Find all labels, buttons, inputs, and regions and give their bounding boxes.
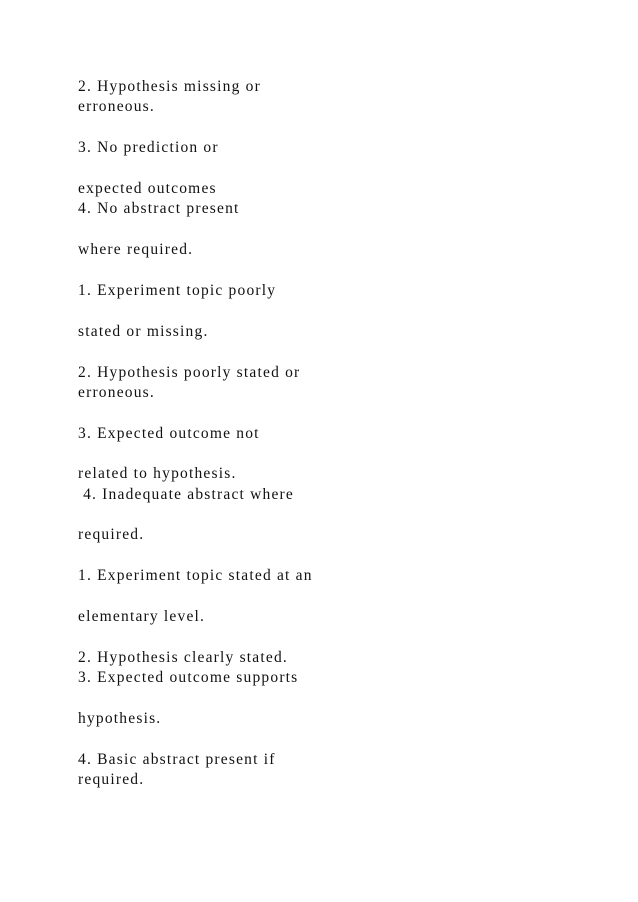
text-line: where required.	[78, 241, 194, 258]
text-line: 3. Expected outcome not	[78, 425, 260, 442]
text-line: 2. Hypothesis missing or	[78, 78, 261, 95]
text-line: stated or missing.	[78, 323, 209, 340]
text-line: 4. Basic abstract present if	[78, 751, 276, 768]
text-line: expected outcomes	[78, 180, 217, 197]
text-line: 2. Hypothesis poorly stated or	[78, 364, 301, 381]
text-line: elementary level.	[78, 608, 206, 625]
text-line: 3. Expected outcome supports	[78, 669, 299, 686]
text-line: required.	[78, 771, 145, 788]
text-line: required.	[78, 526, 145, 543]
text-line: 1. Experiment topic poorly	[78, 282, 277, 299]
text-line: 3. No prediction or	[78, 139, 219, 156]
text-line: 4. No abstract present	[78, 200, 240, 217]
text-line: erroneous.	[78, 384, 155, 401]
text-line: hypothesis.	[78, 710, 162, 727]
text-line: 2. Hypothesis clearly stated.	[78, 649, 288, 666]
text-line: 4. Inadequate abstract where	[78, 486, 294, 503]
text-line: erroneous.	[78, 98, 155, 115]
text-line: 1. Experiment topic stated at an	[78, 567, 313, 584]
text-line: related to hypothesis.	[78, 465, 237, 482]
